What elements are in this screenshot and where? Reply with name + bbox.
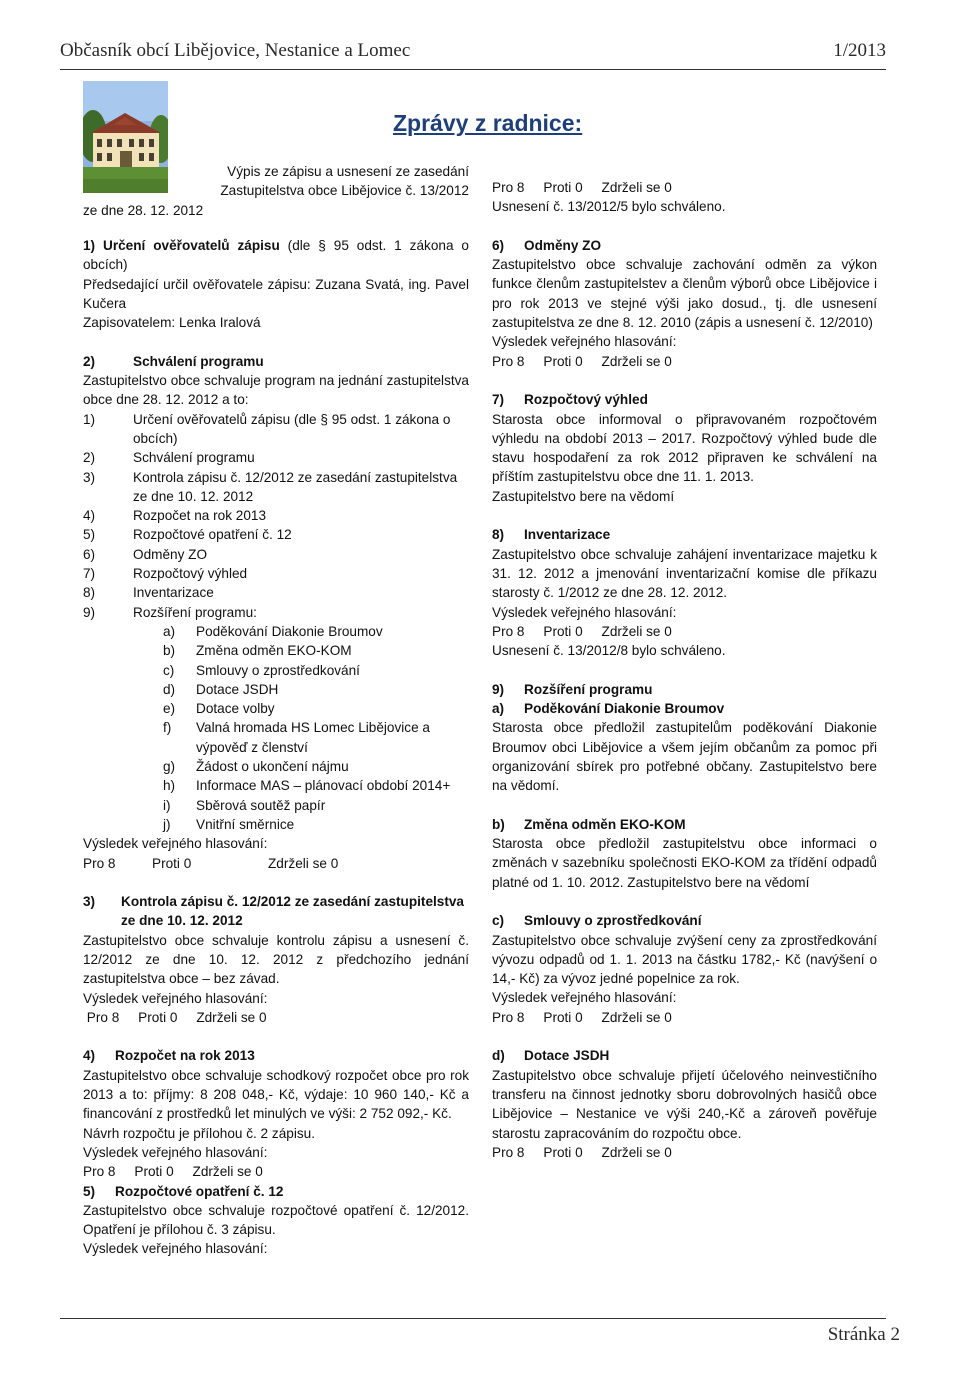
subprogram-item: c) Smlouvy o zprostředkování (163, 662, 360, 678)
s3-heading: 3) Kontrola zápisu č. 12/2012 ze zasedání zastupitelstva ze dne 10. 12. 2012 (83, 894, 464, 929)
issue-number: 1/2013 (833, 40, 886, 61)
s9-heading: 9) Rozšíření programu (492, 681, 653, 697)
s1-paragraph: 1) Určení ověřovatelů zápisu (dle § 95 odst. 1 zákona o obcích) (83, 238, 469, 273)
vote-label: Výsledek veřejného hlasování: (492, 990, 677, 1006)
vote-label: Výsledek veřejného hlasování: (83, 990, 268, 1006)
s7-heading: 7) Rozpočtový výhled (492, 392, 648, 408)
town-hall-photo (83, 81, 168, 193)
right-column (492, 178, 877, 1162)
program-item: 8) Inventarizace (83, 585, 214, 601)
page-header (60, 40, 886, 68)
subprogram-item: i) Sběrová soutěž papír (163, 797, 326, 813)
newsletter-title: Občasník obcí Libějovice, Nestanice a Lomec (60, 40, 411, 61)
subprogram-item: h) Informace MAS – plánovací období 2014+ (163, 778, 451, 794)
s2-text: Zastupitelstvo obce schvaluje program na jednání zastupitelstva obce dne 28. 12. 2012 a to: (83, 373, 469, 408)
program-item: 1) Určení ověřovatelů zápisu (dle § 95 odst. 1 zákona o obcích) (83, 411, 451, 446)
s4-vote: Pro 8 Proti 0 Zdrželi se 0 (83, 1164, 263, 1180)
vote-label: Výsledek veřejného hlasování: (492, 334, 677, 350)
subprogram-item: j) Vnitřní směrnice (163, 816, 295, 832)
intro-line: Výpis ze zápisu a usnesení ze zasedání (227, 164, 469, 179)
s5-heading: 5) Rozpočtové opatření č. 12 (83, 1183, 284, 1199)
s9d-text: Zastupitelstvo obce schvaluje přijetí účelového neinvestičního transferu na činnost jednotky sboru dobrovolných hasičů obce Libějovice – Nestanice ve výši 240,-Kč a zároveň pověřuje starostu zapracováním do rozpočtu obce. (492, 1067, 877, 1141)
vote-label: Výsledek veřejného hlasování: (83, 1144, 268, 1160)
s9a-text: Starosta obce předložil zastupitelům poděkování Diakonie Broumov obci Libějovice a všem jejím občanům za pomoc při organizování sbírek pro potřebné občany. Zastupitelstvo bere na vědomí. (492, 720, 877, 794)
section-title: Zprávy z radnice: (393, 110, 583, 136)
s4-attachment: Návrh rozpočtu je přílohou č. 2 zápisu. (83, 1125, 315, 1141)
s8-vote: Pro 8 Proti 0 Zdrželi se 0 (492, 623, 672, 639)
program-item: 3) Kontrola zápisu č. 12/2012 ze zasedání zastupitelstva ze dne 10. 12. 2012 (83, 469, 458, 504)
s3-vote: Pro 8 Proti 0 Zdrželi se 0 (83, 1009, 267, 1025)
subprogram-item: f) Valná hromada HS Lomec Libějovice a výpověď z členství (163, 720, 430, 755)
s8-resolution: Usnesení č. 13/2012/8 bylo schváleno. (492, 643, 726, 659)
subprogram-item: d) Dotace JSDH (163, 681, 279, 697)
s5-text: Zastupitelstvo obce schvaluje rozpočtové opatření č. 12/2012. Opatření je přílohou č. 3 zápisu. (83, 1202, 469, 1238)
intro-line: Zastupitelstva obce Libějovice č. 13/2012 (220, 183, 469, 199)
program-item: 2) Schválení programu (83, 450, 255, 466)
s9b-heading: b) Změna odměn EKO-KOM (492, 816, 686, 832)
s6-vote: Pro 8 Proti 0 Zdrželi se 0 (492, 353, 672, 369)
s4-heading: 4) Rozpočet na rok 2013 (83, 1048, 255, 1064)
s4-text: Zastupitelstvo obce schvaluje schodkový rozpočet obce pro rok 2013 a to: příjmy: 8 208 048,- Kč, výdaje: 10 960 140,- Kč a financování z prostředků let minulých ve výši: 2 752 092,- Kč. (83, 1067, 469, 1122)
s9b-text: Starosta obce předložil zastupitelstvu obce informaci o změnách v sazebníku společnosti EKO-KOM za třídění odpadů platné od 1. 10. 2012. Zastupitelstvo bere na vědomí (492, 836, 877, 890)
s2-heading: 2) Schválení programu (83, 353, 264, 369)
subprogram-item: g) Žádost o ukončení nájmu (163, 759, 349, 775)
s3-text: Zastupitelstvo obce schvaluje kontrolu zápisu a usnesení č. 12/2012 ze dne 10. 12. 2012 z předchozího jednání zastupitelstva obce – bez závad. (83, 932, 469, 987)
s6-heading: 6) Odměny ZO (492, 237, 602, 253)
subprogram-item: b) Změna odměn EKO-KOM (163, 643, 352, 659)
s8-heading: 8) Inventarizace (492, 527, 611, 543)
intro-heading (183, 162, 469, 201)
program-item: 9) Rozšíření programu: (83, 604, 257, 620)
vote-label: Výsledek veřejného hlasování: (83, 836, 268, 852)
vote-label: Výsledek veřejného hlasování: (492, 604, 677, 620)
left-column (83, 236, 469, 1259)
s7-text: Starosta obce informoval o připravovaném rozpočtovém výhledu na období 2013 – 2017. Rozpočtový výhled bude dle stavu hospodaření za rok 2012 připraven ke schválení na příštím zastupitelstvu obce dne 11. 1. 2013. (492, 411, 877, 485)
s9c-heading: c) Smlouvy o zprostředkování (492, 913, 702, 929)
program-item: 6) Odměny ZO (83, 546, 208, 562)
subprogram-item: a) Poděkování Diakonie Broumov (163, 623, 383, 639)
s6-text: Zastupitelstvo obce schvaluje zachování odměn za výkon funkce členům zastupitelstev a členům výborů obce Libějovice i pro rok 2013 ve stejné výši jako dosud., tj. dle usnesení zastupitelstva ze dne 8. 12. 2010 (zápis a usnesení č. 12/2010) (492, 257, 877, 331)
s7-note: Zastupitelstvo bere na vědomí (492, 488, 675, 504)
vote-result: Pro 8 Proti 0 Zdrželi se 0 (83, 855, 339, 871)
program-item: 7) Rozpočtový výhled (83, 566, 248, 582)
subprogram-list (83, 622, 469, 834)
s9c-text: Zastupitelstvo obce schvaluje zvýšení ceny za zprostředkování vývozu odpadů od 1. 1. 2013 na částku 1782,- Kč (navýšení o 14,- Kč) za vývoz jedné popelnice za rok. (492, 932, 877, 987)
program-item: 4) Rozpočet na rok 2013 (83, 508, 267, 524)
s5-vote: Pro 8 Proti 0 Zdrželi se 0 (492, 180, 672, 195)
page-number: Stránka 2 (827, 1324, 900, 1345)
s9d-heading: d) Dotace JSDH (492, 1048, 610, 1064)
s8-text: Zastupitelstvo obce schvaluje zahájení inventarizace majetku k 31. 12. 2012 a jmenování inventarizační komise dle příkazu starosty č. 1/2012 ze dne 28. 12. 2012. (492, 546, 877, 601)
program-list (83, 410, 469, 622)
subprogram-item: e) Dotace volby (163, 701, 275, 717)
s9c-vote: Pro 8 Proti 0 Zdrželi se 0 (492, 1009, 672, 1025)
s1-recorder: Zapisovatelem: Lenka Iralová (83, 315, 261, 331)
s9d-vote: Pro 8 Proti 0 Zdrželi se 0 (492, 1144, 672, 1160)
vote-label: Výsledek veřejného hlasování: (83, 1241, 268, 1257)
s9a-heading: a) Poděkování Diakonie Broumov (492, 701, 725, 717)
intro-date: ze dne 28. 12. 2012 (83, 203, 204, 218)
program-item: 5) Rozpočtové opatření č. 12 (83, 527, 292, 543)
footer-divider (60, 1318, 886, 1319)
s5-resolution: Usnesení č. 13/2012/5 bylo schváleno. (492, 199, 726, 215)
s1-verifiers: Předsedající určil ověřovatele zápisu: Zuzana Svatá, ing. Pavel Kučera (83, 276, 469, 311)
header-divider (60, 69, 886, 70)
